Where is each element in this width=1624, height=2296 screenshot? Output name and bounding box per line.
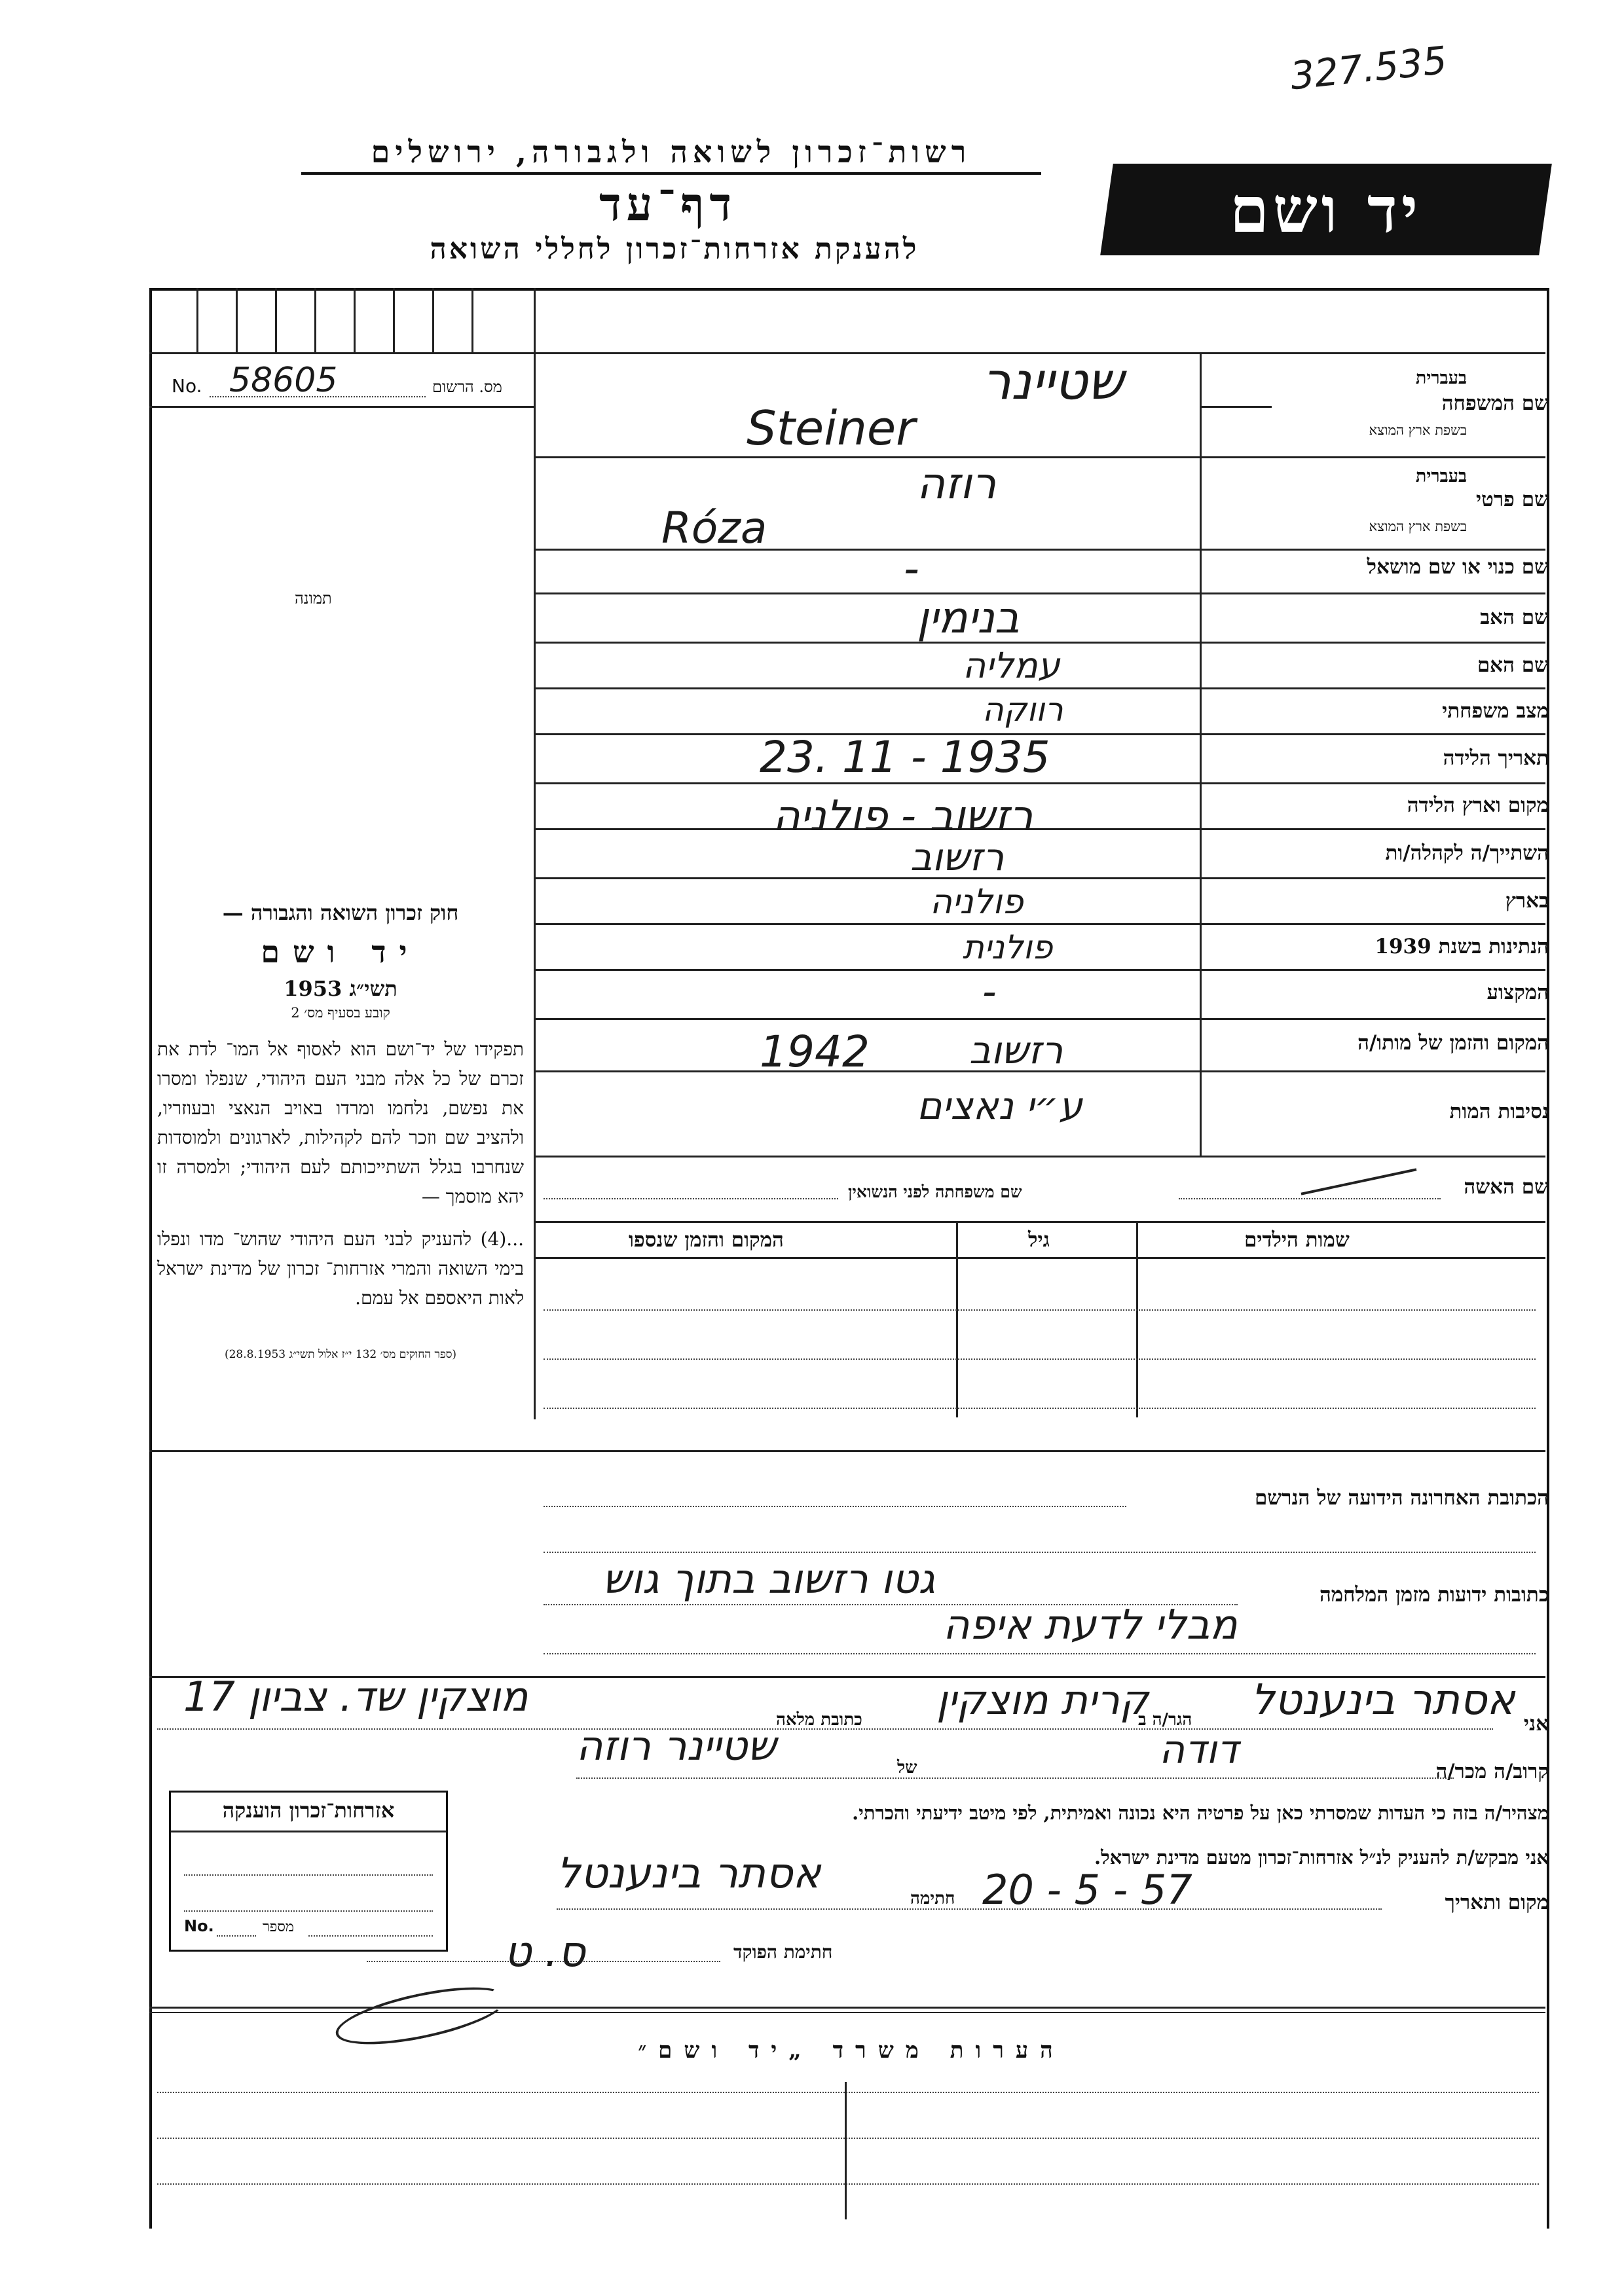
label-marital: מצב משפחתי — [1442, 699, 1549, 723]
label-citizenship: הנתינות בשנת 1939 — [1375, 935, 1549, 958]
value-profession: - — [982, 969, 997, 1015]
value-community: רזשוב — [910, 835, 1005, 879]
value-wartime-address: גטו רזשוב בתוך גוש — [602, 1555, 936, 1603]
label-resides: הגר/ה ב — [1138, 1710, 1192, 1730]
value-resides: קרית מוצקין — [936, 1676, 1149, 1724]
stamp-no-prefix: No. — [184, 1917, 214, 1935]
stamp-no-label: מספר — [263, 1919, 294, 1935]
sublabel-first-heb: בעברית — [1415, 466, 1467, 486]
value-mother: עמליה — [963, 645, 1060, 686]
value-first-orig: Róza — [661, 503, 767, 553]
registration-number — [170, 363, 524, 403]
value-first-heb: רוזה — [917, 458, 997, 509]
value-birth-date: 23. 11 - 1935 — [760, 732, 1050, 782]
yad-vashem-logo — [1100, 164, 1552, 255]
law-text-2: ...(4) להעניק לבני העם היהודי שהוש־ מדו ונפלו בימי השואה והמרי אזרחות־ זכרון של מדינת ישראל לאות היאספם אל עמם. — [157, 1228, 524, 1309]
value-relative: דודה — [1159, 1727, 1239, 1773]
label-country: בארץ — [1505, 889, 1549, 913]
value-nickname: - — [904, 543, 919, 594]
official-mark: ס. ט — [504, 1928, 585, 1977]
value-marital: רווקה — [982, 691, 1063, 729]
label-nickname: שם כנוי או שם מושאל — [1367, 555, 1549, 579]
label-mother: שם האם — [1477, 653, 1549, 677]
law-name: יד ושם — [261, 934, 420, 970]
value-family-orig: Steiner — [747, 401, 915, 456]
reg-no-value: 58605 — [229, 361, 338, 400]
value-full-address: מוצקין שד. צביון 17 — [183, 1673, 528, 1721]
children-header-age: גיל — [1028, 1228, 1050, 1252]
value-father: בנימין — [917, 592, 1020, 643]
label-full-address: כתובת מלאה — [776, 1710, 862, 1730]
sublabel-family-heb: בעברית — [1415, 368, 1467, 388]
label-wartime-address: כתובות ידועות מזמן המלחמה — [1319, 1583, 1549, 1607]
value-citizenship: פולנית — [963, 928, 1053, 966]
law-title: חוק זכרון השואה והגבורה — — [222, 900, 459, 925]
sublabel-family-orig: בשפת ארץ המוצא — [1369, 422, 1467, 438]
label-birth-date: תאריך הלידה — [1443, 746, 1549, 770]
notes-title: הערות משרד „יד ושם״ — [638, 2037, 1065, 2064]
value-death-circumstances: ע״י נאצים — [917, 1084, 1082, 1128]
value-signature: אסתר בינענטל — [557, 1850, 821, 1898]
label-death-place-time: המקום והזמן של מותו/ה — [1357, 1031, 1549, 1055]
reg-no-label: מס. הרשום — [432, 378, 502, 396]
label-relative: קרוב/ה מכר/ה — [1435, 1760, 1549, 1783]
stamp-box-title: אזרחות־זכרון הוענקה — [222, 1798, 395, 1823]
law-text-1: תפקידו של יד־ושם הוא לאסוף אל המו־ לדת את זכרם של כל אלה מבני העם היהודי, שנפלו ומסרו את נפשם, נלחמו ומרדו באויב הנאצי ובעוזריו, ולהציב שם וזכר להם לקהילות, לארגונים ולמוסדות שנחרבו בגלל השתייכותם לעם היהודי; ולמסרה זו יהא מוסמך — — [157, 1038, 524, 1207]
label-profession: המקצוע — [1486, 981, 1549, 1004]
law-year: תשי״ג 1953 — [284, 976, 397, 1001]
label-i: אני — [1523, 1712, 1549, 1736]
label-first-name: שם פרטי — [1475, 488, 1549, 511]
label-father: שם האב — [1480, 606, 1549, 629]
label-family-name: שם המשפחה — [1441, 392, 1549, 415]
label-wife: שם האשה — [1464, 1175, 1549, 1199]
sublabel-first-orig: בשפת ארץ המוצא — [1369, 519, 1467, 534]
value-death-year: 1942 — [760, 1027, 870, 1077]
value-death-place: רזשוב — [969, 1028, 1063, 1072]
label-signature: חתימה — [910, 1889, 955, 1908]
value-wartime-address-2: מבלי לדעת איפה — [943, 1601, 1238, 1649]
authority-line: רשות־זכרון לשואה ולגבורה, ירושלים — [301, 134, 1041, 175]
law-excerpt — [157, 900, 524, 1361]
children-header-names: שמות הילדים — [1244, 1228, 1350, 1252]
value-place-date: 20 - 5 - 57 — [982, 1866, 1192, 1914]
value-of: שטיינר רוזה — [576, 1722, 777, 1770]
citizenship-stamp-box — [169, 1791, 448, 1952]
children-header-place: המקום והזמן שנספו — [629, 1228, 784, 1252]
label-birth-place: מקום וארץ הלידה — [1407, 793, 1549, 817]
label-death-circumstances: נסיבות המות — [1449, 1100, 1549, 1123]
reg-no-prefix: No. — [172, 375, 202, 397]
logo-text: יד ושם — [1230, 172, 1422, 247]
form-subtitle: להענקת אזרחות־זכרון לחללי השואה — [430, 232, 919, 266]
form-title: דף־עד — [599, 177, 737, 231]
corner-archive-number: 327.535 — [1288, 37, 1449, 99]
label-community: השתייך/ה לקהלה/ות — [1385, 841, 1549, 865]
value-birth-place: רזשוב - פולניה — [773, 792, 1033, 841]
photo-label: תמונה — [295, 589, 332, 608]
value-declarant: אסתר בינענטל — [1251, 1676, 1515, 1724]
law-clause: קובע בסעיף מס׳ 2 — [291, 1005, 390, 1021]
label-of: של — [897, 1758, 917, 1777]
label-last-address: הכתובת האחרונה הידועה של הנרשם — [1254, 1486, 1549, 1510]
declaration-statement-1: מצהיר/ה בזה כי העדות שמסרתי כאן על פרטיה היא נכונה ואמיתית, לפי מיטב ידיעתי והכרתי. — [852, 1802, 1549, 1824]
label-wife-maiden: שם משפחתה לפני הנשואין — [848, 1182, 1022, 1201]
label-official-signature: חתימת הפוקד — [733, 1941, 833, 1963]
value-country: פולניה — [930, 883, 1024, 922]
law-source: (ספר החוקים מס׳ 132 י״ז אלול תשי״ג 28.8.1953) — [224, 1348, 457, 1361]
label-place-date: מקום ותאריך — [1445, 1891, 1549, 1914]
declaration-statement-2: אני מבקש/ת להעניק לנ״ל אזרחות־זכרון מטעם מדינת ישראל. — [1094, 1846, 1549, 1868]
value-family-heb: שטיינר — [982, 352, 1124, 411]
